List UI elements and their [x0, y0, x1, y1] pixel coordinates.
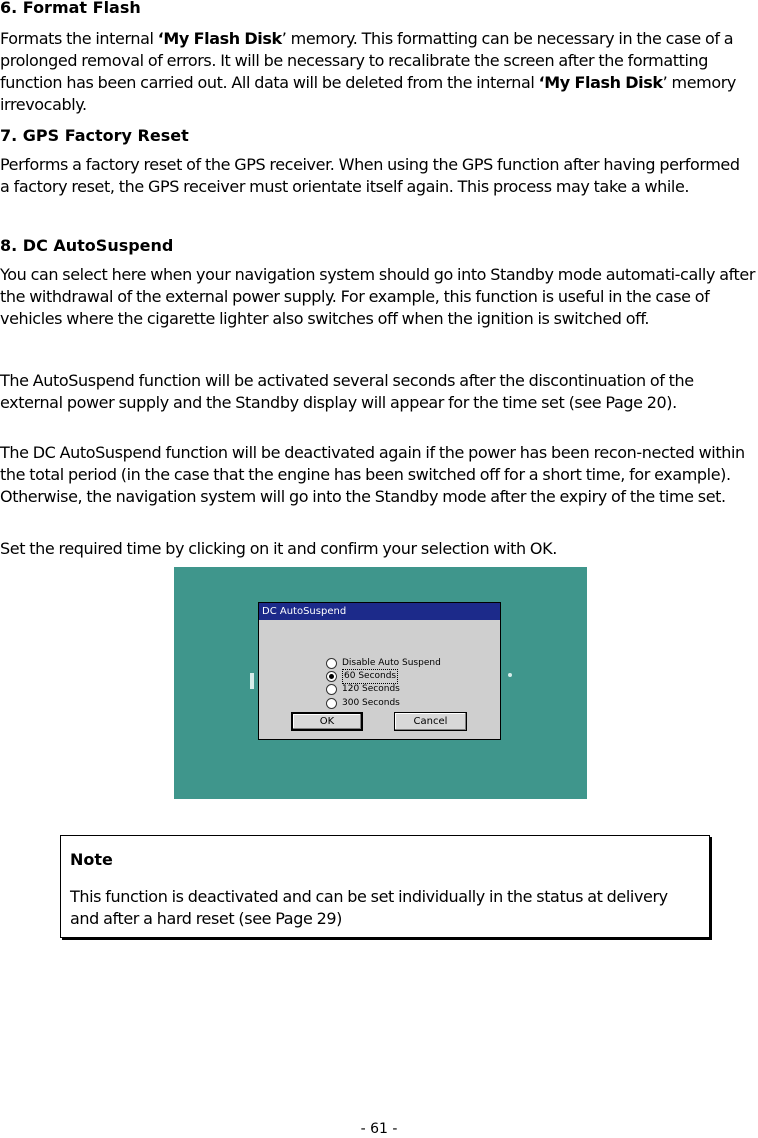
page-number: - 61 -	[360, 1121, 398, 1137]
option-label: 60 Seconds	[342, 669, 398, 684]
option-label: Disable Auto Suspend	[342, 658, 441, 668]
option-label: 300 Seconds	[342, 698, 400, 708]
paragraph: The AutoSuspend function will be activated several seconds after the discontinuation of the external power supply and the Standby display will appear for the time set (see Page 20).	[0, 371, 694, 412]
cancel-button[interactable]: Cancel	[394, 712, 467, 731]
radio-selected-icon[interactable]	[326, 671, 337, 682]
background-mark	[508, 673, 512, 677]
body-text: ’ memory. This formatting can be necessary in the case of a prolonged removal of errors. It will be necessary to recalibrate the screen after the formatting function has been carried out. All data will be deleted from the internal	[0, 29, 734, 92]
body-text: Formats the internal	[0, 29, 158, 48]
section-heading-format-flash: 6. Format Flash	[0, 0, 141, 17]
body-text: ’ memory irrevocably.	[0, 73, 736, 114]
radio-icon[interactable]	[326, 658, 337, 669]
note-text: This function is deactivated and can be set individually in the status at delivery and after a hard reset (see Page 29)	[70, 887, 668, 928]
note-box	[60, 835, 710, 938]
radio-icon[interactable]	[326, 698, 337, 709]
ok-button[interactable]: OK	[291, 712, 363, 731]
section-heading-gps-reset: 7. GPS Factory Reset	[0, 126, 189, 145]
bold-term: ‘My Flash Disk	[157, 29, 282, 48]
section-heading-dc-autosuspend: 8. DC AutoSuspend	[0, 236, 174, 255]
radio-icon[interactable]	[326, 684, 337, 695]
section-body-format-flash	[0, 28, 758, 116]
paragraph: The DC AutoSuspend function will be deactivated again if the power has been recon-nected within the total period (in the case that the engine has been switched off for a short time, for example). Otherwise, the navigation system will go into the Standby mode after the expiry of the time set.	[0, 443, 745, 506]
autosuspend-dialog	[258, 602, 501, 740]
background-mark	[250, 673, 254, 689]
paragraph: You can select here when your navigation system should go into Standby mode automati-cally after the withdrawal of the external power supply. For example, this function is useful in the case of vehicles where the cigarette lighter also switches off when the ignition is switched off.	[0, 265, 756, 328]
device-screenshot	[174, 567, 587, 799]
note-title: Note	[70, 850, 113, 869]
dialog-title: DC AutoSuspend	[259, 603, 500, 620]
paragraph: Set the required time by clicking on it and confirm your selection with OK.	[0, 539, 557, 558]
bold-term: ‘My Flash Disk	[538, 73, 663, 92]
option-label: 120 Seconds	[342, 684, 400, 694]
section-body-gps-reset: Performs a factory reset of the GPS receiver. When using the GPS function after having performed a factory reset, the GPS receiver must orientate itself again. This process may take a while.	[0, 155, 740, 196]
